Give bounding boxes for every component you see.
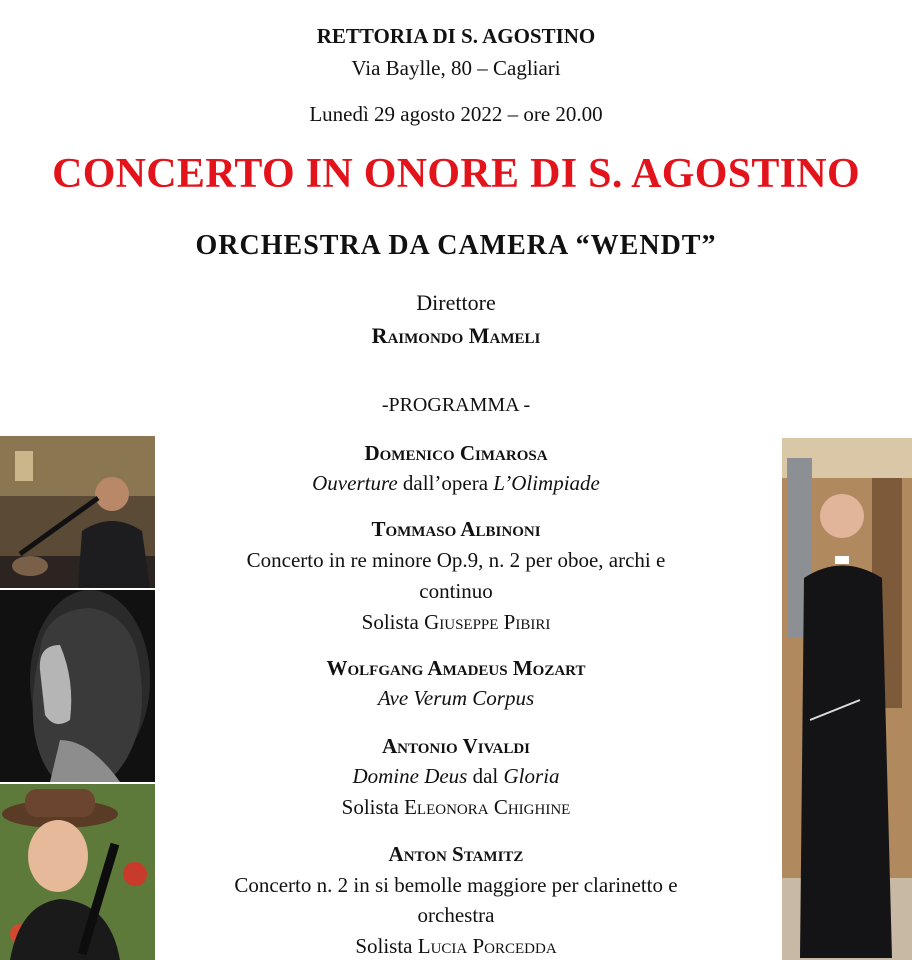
composer-vivaldi: Antonio Vivaldi xyxy=(381,734,531,758)
work-mozart: Ave Verum Corpus xyxy=(377,686,535,710)
soloist-name: Lucia Porcedda xyxy=(417,934,557,958)
work-albinoni-line1: Concerto in re minore Op.9, n. 2 per oboe, archi e xyxy=(246,548,666,572)
work-title: L’Olimpiade xyxy=(493,471,600,495)
soloist-prefix: Solista xyxy=(355,934,418,958)
soloist-name: Eleonora Chighine xyxy=(404,795,571,819)
work-stamitz-line1: Concerto n. 2 in si bemolle maggiore per clarinetto e xyxy=(234,873,678,897)
conductor-photo xyxy=(782,438,912,960)
clarinetist-photo xyxy=(0,784,155,960)
oboist-photo xyxy=(0,436,155,588)
director-name: Raimondo Mameli xyxy=(371,323,541,348)
work-albinoni-line2: continuo xyxy=(419,579,493,603)
work-connector: dal xyxy=(467,764,504,788)
soloist-prefix: Solista xyxy=(361,610,425,634)
work-title: Gloria xyxy=(503,764,560,788)
work-title: Ouverture xyxy=(312,471,398,495)
concert-title: CONCERTO IN ONORE DI S. AGOSTINO xyxy=(52,151,860,197)
work-title: Domine Deus xyxy=(352,764,468,788)
program-heading: -PROGRAMMA - xyxy=(381,394,531,416)
venue-address: Via Baylle, 80 – Cagliari xyxy=(351,56,561,80)
orchestra-name: ORCHESTRA DA CAMERA “WENDT” xyxy=(195,230,717,261)
composer-cimarosa: Domenico Cimarosa xyxy=(364,441,548,465)
composer-mozart: Wolfgang Amadeus Mozart xyxy=(326,656,586,680)
venue-name: RETTORIA DI S. AGOSTINO xyxy=(316,24,596,48)
director-role: Direttore xyxy=(416,290,496,315)
singer-photo xyxy=(0,590,155,782)
work-stamitz-line2: orchestra xyxy=(417,903,495,927)
soloist-name: Giuseppe Pibiri xyxy=(424,610,551,634)
event-datetime: Lunedì 29 agosto 2022 – ore 20.00 xyxy=(309,102,603,126)
work-connector: dall’opera xyxy=(397,471,494,495)
composer-albinoni: Tommaso Albinoni xyxy=(371,517,541,541)
soloist-prefix: Solista xyxy=(341,795,405,819)
composer-stamitz: Anton Stamitz xyxy=(388,842,524,866)
